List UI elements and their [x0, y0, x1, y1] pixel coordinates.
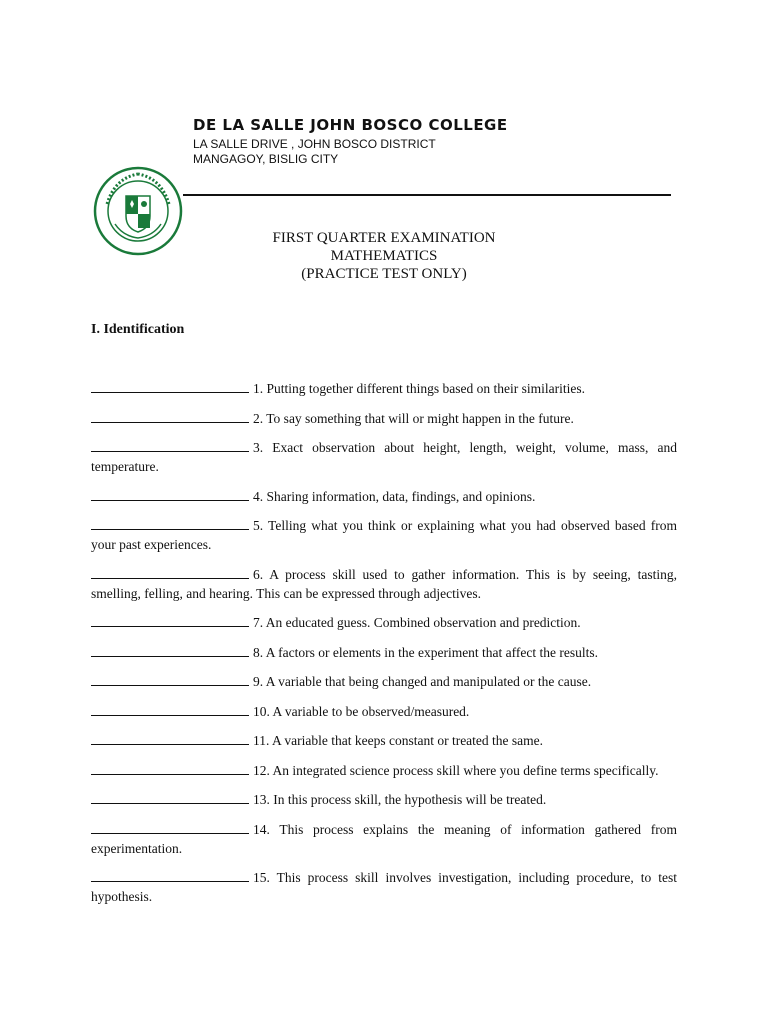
answer-blank[interactable] — [91, 565, 249, 579]
question-item — [91, 487, 677, 506]
question-text: 13. In this process skill, the hypothesis will be treated. — [253, 792, 547, 807]
question-text: 15. This process skill involves investigation, including procedure, to test hypothesis. — [91, 870, 677, 904]
answer-blank[interactable] — [91, 868, 249, 882]
answer-blank[interactable] — [91, 409, 249, 423]
question-item — [91, 672, 677, 691]
question-text: 7. An educated guess. Combined observation and prediction. — [253, 615, 581, 630]
answer-blank[interactable] — [91, 820, 249, 834]
question-text: 6. A process skill used to gather information. This is by seeing, tasting, smelling, felling, and hearing. This can be expressed through adjectives. — [91, 566, 677, 601]
question-item — [91, 516, 677, 554]
section-heading: I. Identification — [91, 322, 185, 337]
question-text: 10. A variable to be observed/measured. — [253, 703, 470, 719]
answer-blank[interactable] — [91, 613, 249, 627]
question-text: 12. An integrated science process skill where you define terms specifically. — [253, 762, 659, 778]
answer-blank[interactable] — [91, 487, 249, 501]
question-text: 14. This process explains the meaning of information gathered from experimentation. — [91, 821, 677, 856]
question-item — [91, 761, 677, 780]
exam-note: (PRACTICE TEST ONLY) — [301, 266, 467, 282]
exam-title: FIRST QUARTER EXAMINATION — [272, 230, 496, 246]
question-text: 1. Putting together different things based on their similarities. — [253, 381, 585, 396]
question-text: 8. A factors or elements in the experiment that affect the results. — [253, 644, 599, 660]
header-divider — [183, 194, 671, 196]
question-list — [91, 379, 677, 917]
answer-blank[interactable] — [91, 790, 249, 804]
question-text: 2. To say something that will or might happen in the future. — [253, 410, 574, 426]
answer-blank[interactable] — [91, 643, 249, 657]
question-item — [91, 643, 677, 662]
answer-blank[interactable] — [91, 379, 249, 393]
answer-blank[interactable] — [91, 702, 249, 716]
question-item — [91, 820, 677, 858]
question-item — [91, 438, 677, 476]
question-item — [91, 790, 677, 809]
address-line-1: LA SALLE DRIVE , JOHN BOSCO DISTRICT — [193, 137, 436, 151]
exam-title-block — [200, 229, 568, 283]
question-item — [91, 565, 677, 603]
answer-blank[interactable] — [91, 761, 249, 775]
question-item — [91, 702, 677, 721]
answer-blank[interactable] — [91, 672, 249, 686]
answer-blank[interactable] — [91, 516, 249, 530]
school-name: DE LA SALLE JOHN BOSCO COLLEGE — [193, 116, 508, 134]
question-text: 4. Sharing information, data, findings, and opinions. — [253, 488, 536, 504]
question-item — [91, 868, 677, 906]
question-text: 5. Telling what you think or explaining what you had observed based from your past experiences. — [91, 518, 677, 552]
school-logo — [93, 166, 183, 256]
question-item — [91, 731, 677, 750]
question-item — [91, 409, 677, 428]
answer-blank[interactable] — [91, 731, 249, 745]
question-text: 11. A variable that keeps constant or treated the same. — [253, 733, 544, 748]
address-line-2: MANGAGOY, BISLIG CITY — [193, 152, 339, 166]
exam-subject: MATHEMATICS — [330, 248, 438, 264]
question-text: 3. Exact observation about height, length, weight, volume, mass, and temperature. — [91, 440, 677, 474]
question-text: 9. A variable that being changed and manipulated or the cause. — [253, 674, 592, 689]
question-item — [91, 379, 677, 398]
answer-blank[interactable] — [91, 438, 249, 452]
question-item — [91, 613, 677, 632]
